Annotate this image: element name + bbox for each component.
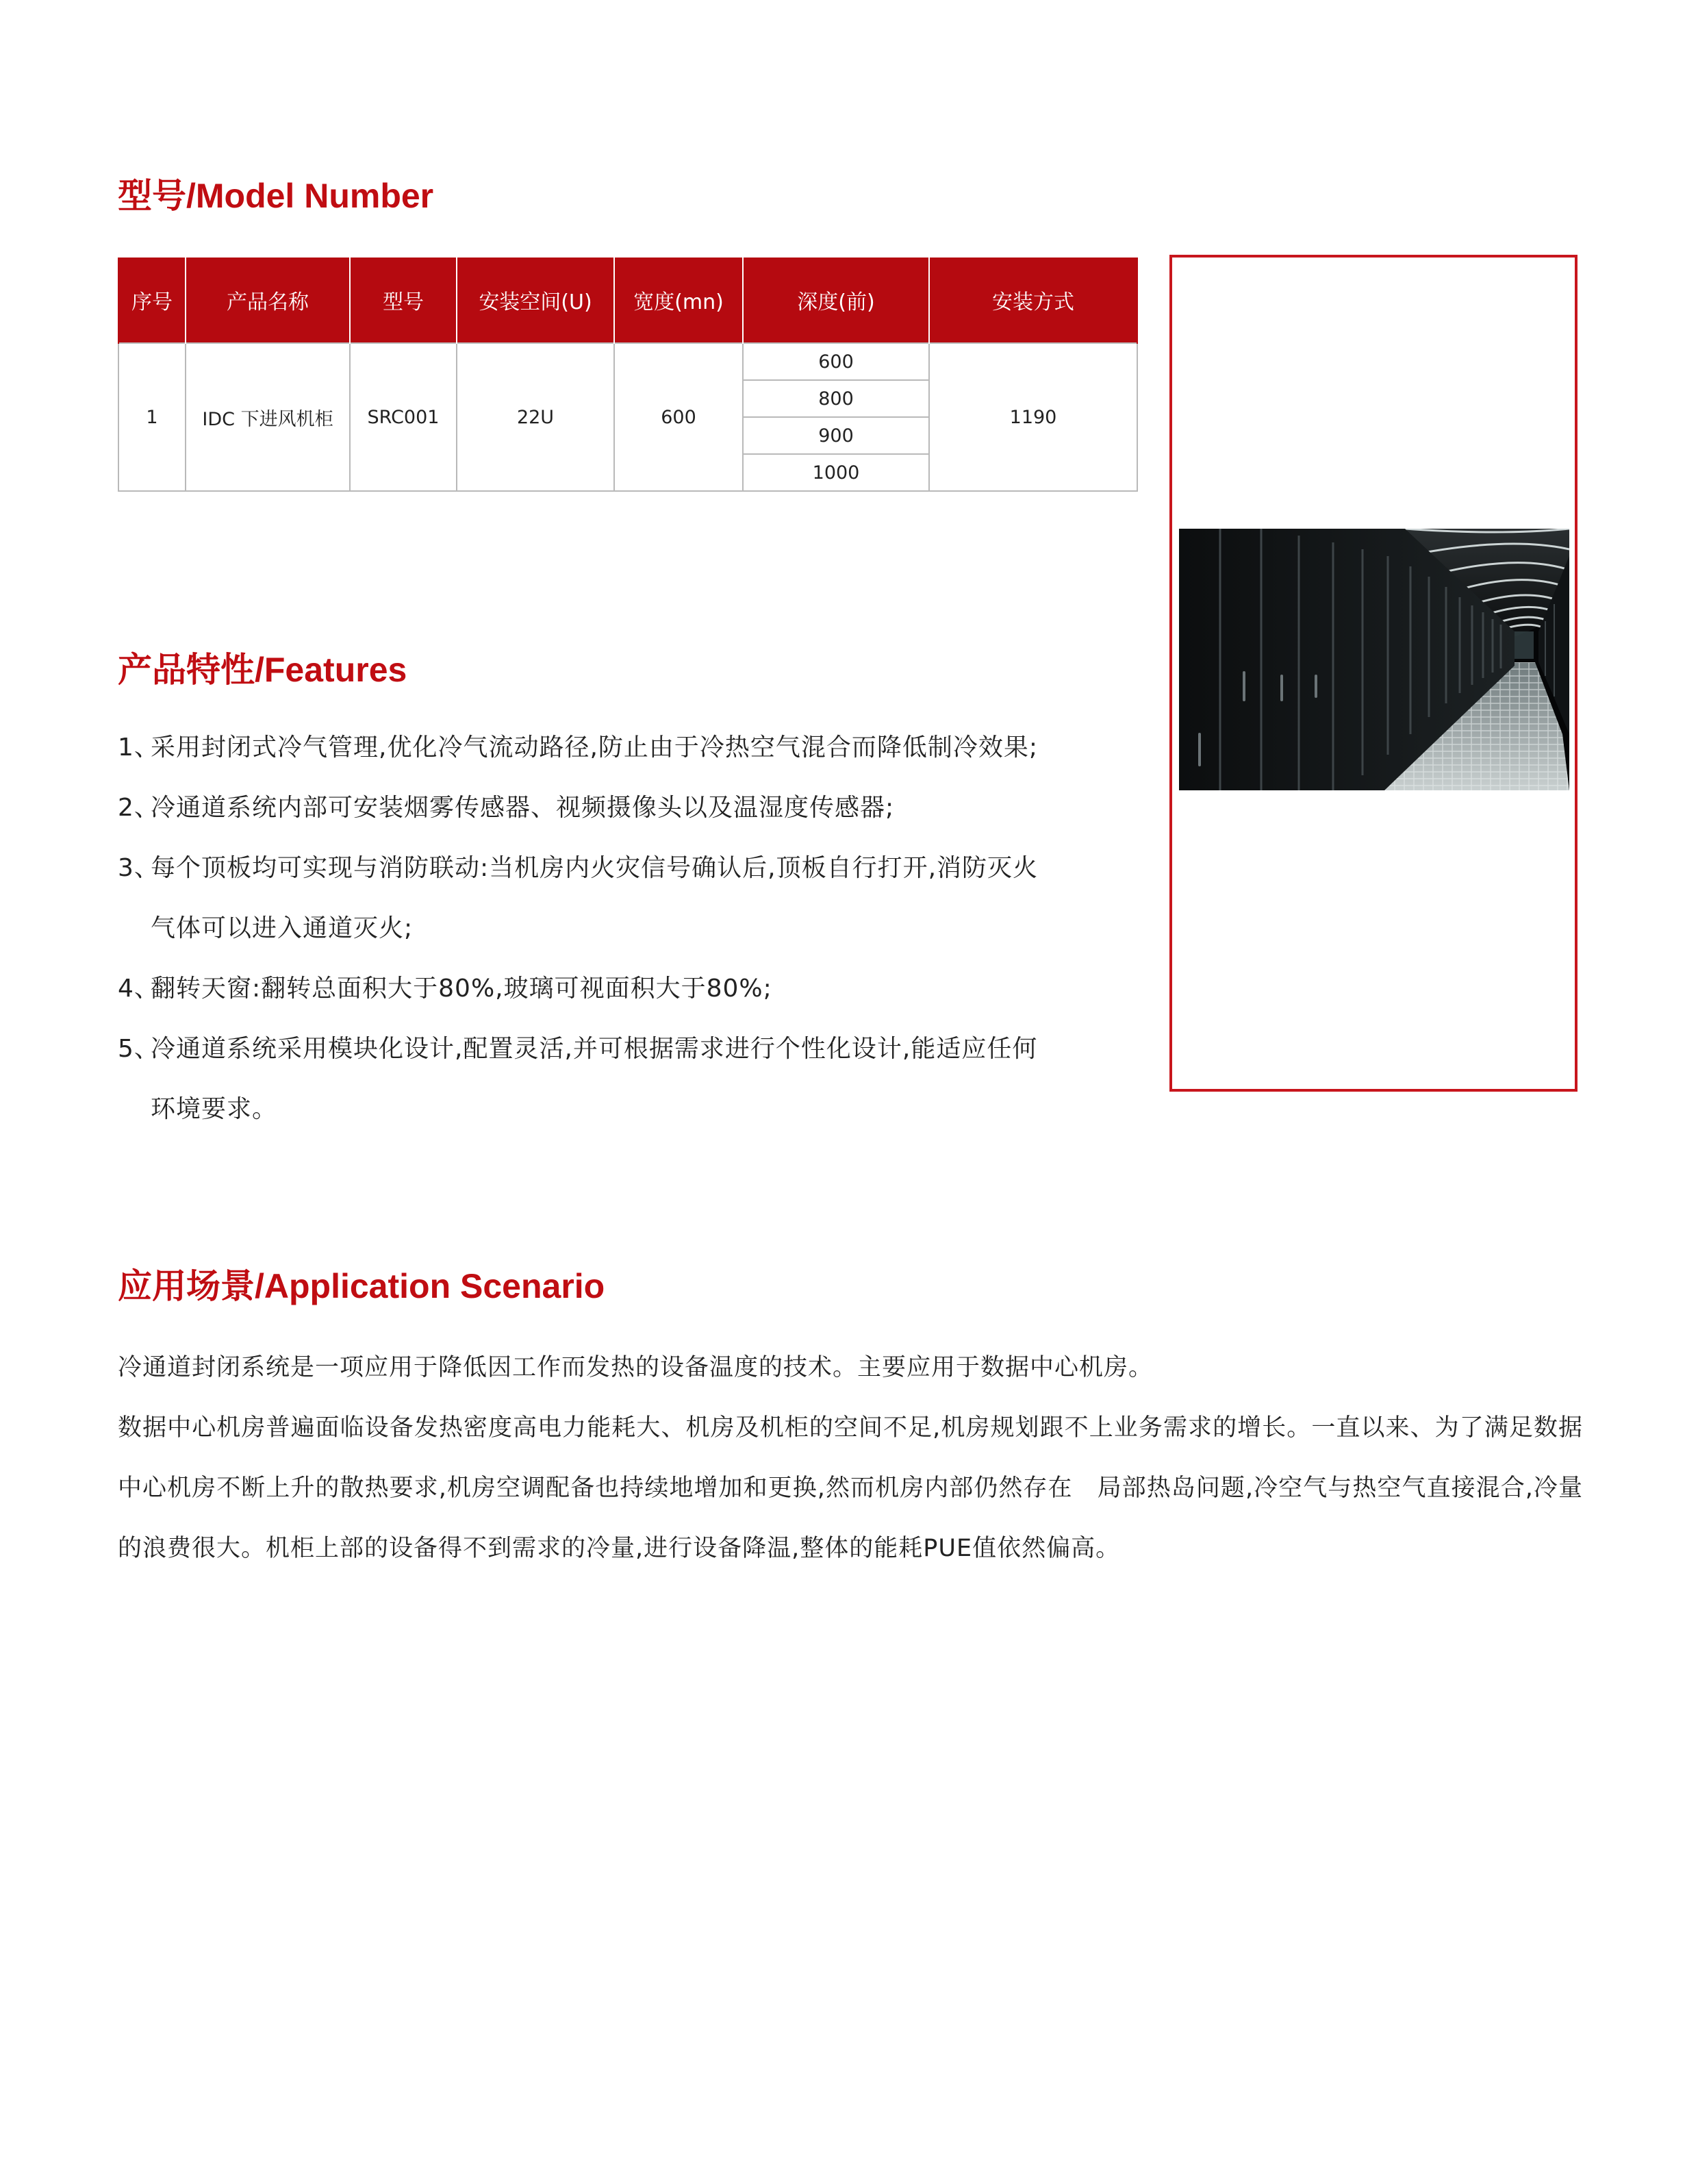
cell-model: SRC001 [350, 343, 457, 491]
col-header-index: 序号 [118, 258, 186, 343]
cell-product-name: IDC 下进风机柜 [186, 343, 350, 491]
cell-width: 600 [614, 343, 743, 491]
col-header-mount: 安装方式 [929, 258, 1137, 343]
feature-number: 2、 [118, 794, 160, 822]
cell-depth: 600 [743, 343, 929, 380]
feature-text: 冷通道系统采用模块化设计,配置灵活,并可根据需求进行个性化设计,能适应任何 [151, 1035, 1038, 1063]
cell-depth: 900 [743, 417, 929, 454]
feature-number: 5、 [118, 1035, 160, 1063]
feature-text: 采用封闭式冷气管理,优化冷气流动路径,防止由于冷热空气混合而降低制冷效果; [151, 733, 1039, 762]
col-header-product-name: 产品名称 [186, 258, 350, 343]
table-row [118, 343, 1137, 380]
cell-depth: 1000 [743, 454, 929, 491]
feature-item [118, 838, 1090, 959]
feature-text-continued: 气体可以进入通道灭火; [151, 914, 414, 942]
features-list [118, 718, 1090, 1140]
col-header-model: 型号 [350, 258, 457, 343]
col-header-depth: 深度(前) [743, 258, 929, 343]
application-paragraph: 数据中心机房普遍面临设备发热密度高电力能耗大、机房及机柜的空间不足,机房规划跟不上业务需求的增长。一直以来、为了满足数据中心机房不断上升的散热要求,机房空调配备也持续地增加和更换,然而机房内部仍然存在 局部热岛问题,冷空气与热空气直接混合,冷量的浪费很大。机柜上部的设备得不到需求的冷量,进行设备降温,整体的能耗PUE值依然偏高。 [118, 1414, 1583, 1562]
features-heading: 产品特性/Features [118, 651, 407, 689]
feature-number: 4、 [118, 975, 160, 1003]
feature-item [118, 778, 1090, 838]
col-header-width: 宽度(mn) [614, 258, 743, 343]
application-paragraph: 冷通道封闭系统是一项应用于降低因工作而发热的设备温度的技术。主要应用于数据中心机房。 [118, 1354, 1154, 1381]
application-scenario-text [118, 1338, 1583, 1579]
feature-text-continued: 环境要求。 [151, 1095, 278, 1123]
model-number-heading: 型号/Model Number [118, 177, 434, 215]
cell-index: 1 [118, 343, 186, 491]
table-header-row [118, 258, 1137, 343]
cell-mount: 1190 [929, 343, 1137, 491]
feature-text: 翻转天窗:翻转总面积大于80%,玻璃可视面积大于80%; [151, 975, 772, 1003]
feature-item [118, 718, 1090, 778]
feature-item [118, 1019, 1090, 1140]
col-header-install-space: 安装空间(U) [457, 258, 614, 343]
feature-number: 3、 [118, 854, 160, 882]
feature-text: 每个顶板均可实现与消防联动:当机房内火灾信号确认后,顶板自行打开,消防灭火 [151, 854, 1039, 882]
application-scenario-heading: 应用场景/Application Scenario [118, 1267, 605, 1305]
cell-depth: 800 [743, 380, 929, 417]
data-center-aisle-photo-icon [1179, 529, 1569, 790]
model-spec-table [118, 258, 1138, 492]
cell-install-space: 22U [457, 343, 614, 491]
feature-number: 1、 [118, 733, 160, 762]
feature-item [118, 959, 1090, 1019]
feature-text: 冷通道系统内部可安装烟雾传感器、视频摄像头以及温湿度传感器; [151, 794, 895, 822]
product-image-panel [1169, 255, 1577, 1092]
